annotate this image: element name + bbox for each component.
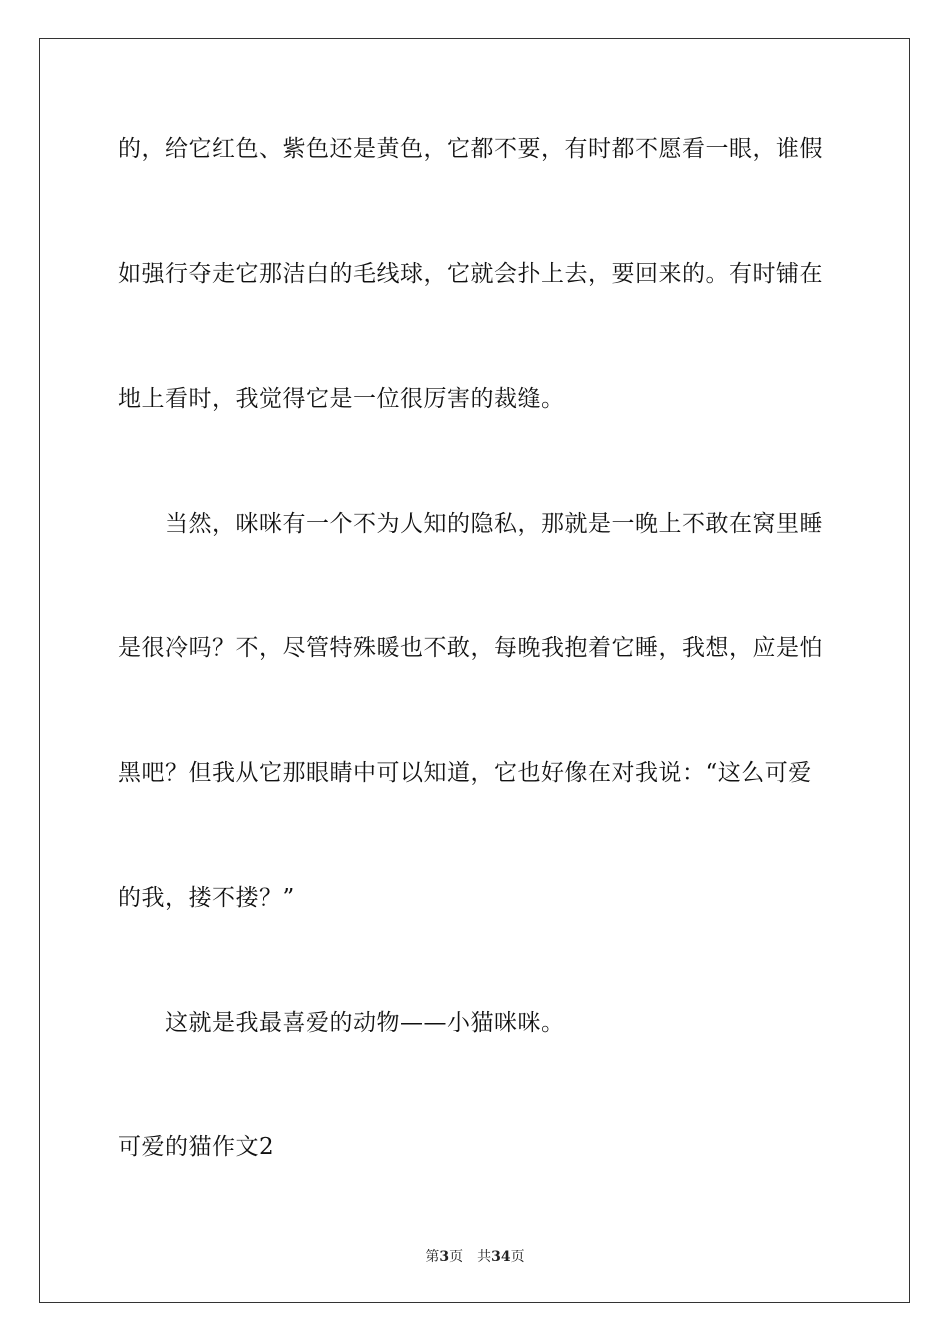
footer-total-prefix: 共 <box>477 1249 492 1265</box>
section-heading: 可爱的猫作文2 <box>118 1134 275 1160</box>
page-footer <box>0 1248 950 1266</box>
body-text-line-6: 黑吧？但我从它那眼睛中可以知道，它也好像在对我说：“这么可爱 <box>118 760 812 786</box>
body-text-line-3: 地上看时，我觉得它是一位很厉害的裁缝。 <box>118 386 565 412</box>
footer-page-number: 3 <box>439 1249 450 1265</box>
body-text-line-8: 这就是我最喜爱的动物——小猫咪咪。 <box>118 1010 565 1036</box>
body-text-line-2: 如强行夺走它那洁白的毛线球，它就会扑上去，要回来的。有时铺在 <box>118 261 823 287</box>
footer-total-suffix: 页 <box>510 1249 525 1265</box>
body-text-line-5: 是很冷吗？不，尽管特殊暖也不敢，每晚我抱着它睡，我想，应是怕 <box>118 635 823 661</box>
page-border <box>39 38 910 1303</box>
footer-total-pages: 34 <box>491 1249 511 1265</box>
footer-page-suffix: 页 <box>449 1249 464 1265</box>
body-text-line-4: 当然，咪咪有一个不为人知的隐私，那就是一晚上不敢在窝里睡 <box>118 511 823 537</box>
body-text-line-1: 的，给它红色、紫色还是黄色，它都不要，有时都不愿看一眼，谁假 <box>118 136 823 162</box>
body-text-line-7: 的我，搂不搂？” <box>118 885 295 911</box>
footer-page-prefix: 第 <box>425 1249 440 1265</box>
